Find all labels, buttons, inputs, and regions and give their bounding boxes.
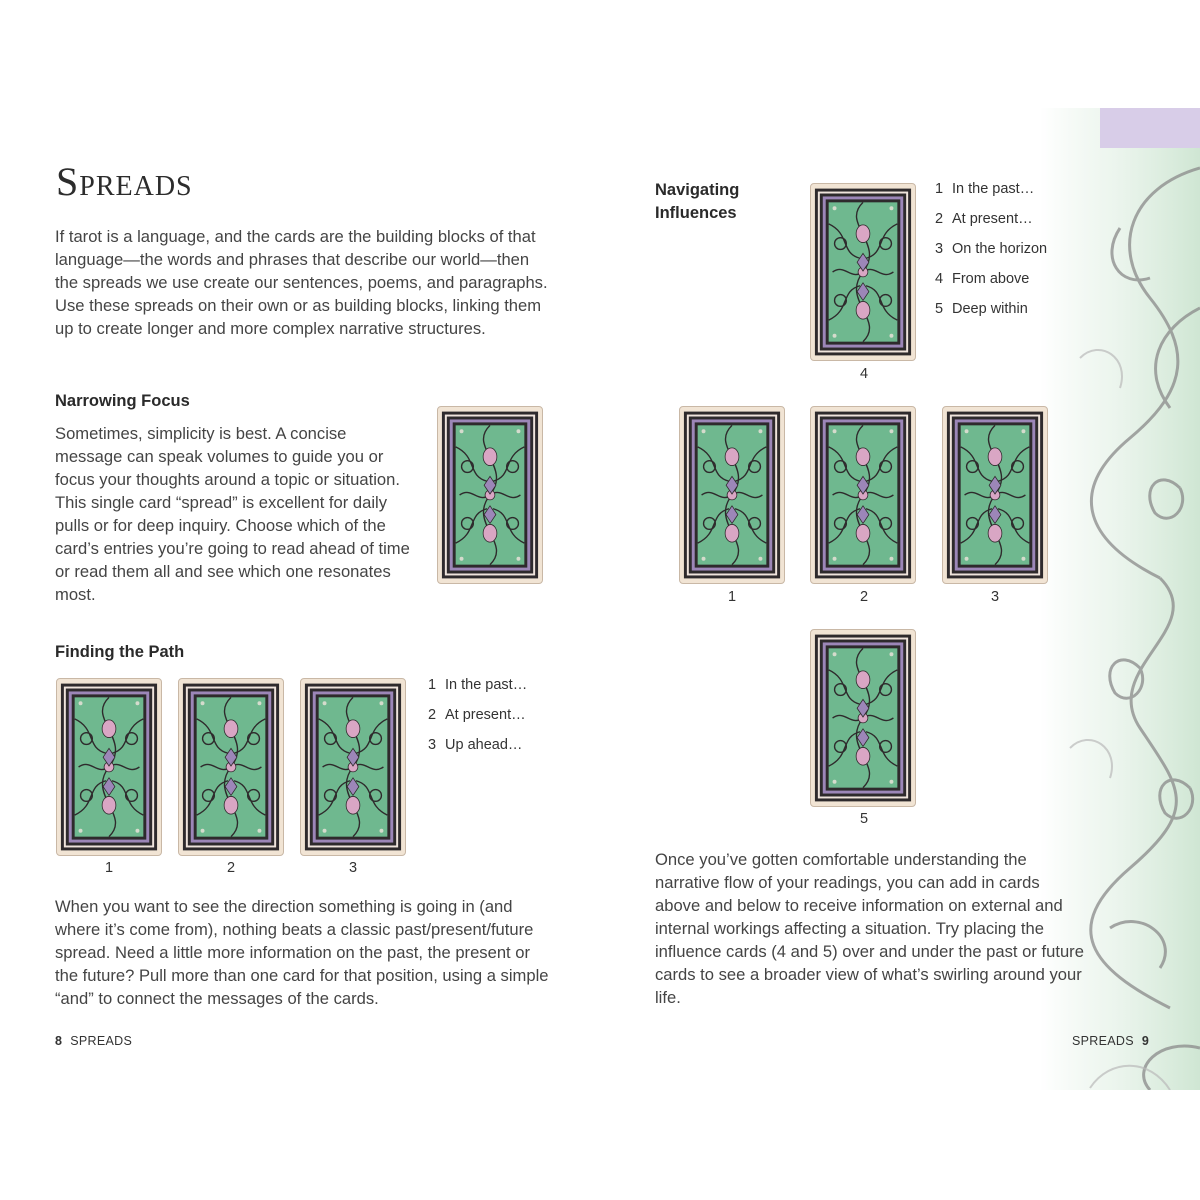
card-number: 2 (859, 589, 869, 605)
tarot-card-influence-3 (942, 406, 1048, 584)
tarot-card-path-1 (56, 678, 162, 856)
card-number: 5 (859, 811, 869, 827)
page-number: 9 (1141, 1034, 1150, 1048)
influences-positions-list (935, 179, 1047, 329)
navigating-influences-heading: Navigating Influences (655, 181, 740, 222)
card-number: 2 (226, 860, 236, 876)
page-title: Spreads (56, 159, 193, 204)
tarot-card-path-3 (300, 678, 406, 856)
list-item: 3 On the horizon (935, 241, 1048, 257)
intro-paragraph: If tarot is a language, and the cards are the building blocks of that language—the words and phrases that describe our world—then the spreads we use create our sentences, poems, and paragraphs. Use these spreads on their own or as building blocks, linking them up to create longer and more complex narrative structures. (55, 227, 548, 338)
narrowing-focus-paragraph: Sometimes, simplicity is best. A concise message can speak volumes to guide you or focus your thoughts around a topic or situation. This single card “spread” is excellent for daily pulls or for deep inquiry. Choose which of the card’s entries you’re going to read ahead of time or read them all and see which one resonates most. (55, 424, 410, 604)
footer-section: SPREADS (70, 1034, 133, 1048)
navigating-influences-paragraph: Once you’ve gotten comfortable understanding the narrative flow of your readings, you can add in cards above and below to receive information on external and internal workings affecting a situation. Try placing the influence cards (4 and 5) over and under the past or future cards to see a broader view of what’s swirling around your life. (655, 850, 1084, 1007)
list-item: 4 From above (935, 271, 1030, 287)
card-number: 3 (348, 860, 358, 876)
path-positions-list (428, 675, 527, 765)
tarot-card-path-2 (178, 678, 284, 856)
list-item: 1 In the past… (935, 181, 1035, 197)
tarot-card-single (437, 406, 543, 584)
narrowing-focus-heading: Narrowing Focus (55, 392, 190, 410)
footer-left (55, 1034, 132, 1048)
page-number: 8 (55, 1034, 63, 1048)
card-number: 4 (859, 366, 869, 382)
footer-section: SPREADS (1072, 1034, 1134, 1048)
tarot-card-influence-5 (810, 629, 916, 807)
card-number: 1 (727, 589, 737, 605)
card-number: 1 (104, 860, 114, 876)
list-item: 5 Deep within (935, 301, 1028, 317)
finding-path-paragraph: When you want to see the direction something is going in (and where it’s come from), nothing beats a classic past/present/future spread. Need a little more information on the past, the present or the future? Pull more than one card for that position, using a simple “and” to connect the messages of the cards. (55, 897, 549, 1008)
tarot-card-influence-2 (810, 406, 916, 584)
footer-right (1072, 1034, 1149, 1048)
list-item: 2 At present… (935, 211, 1033, 227)
list-item: 3 Up ahead… (428, 737, 523, 753)
list-item: 1 In the past… (428, 677, 528, 693)
finding-path-heading: Finding the Path (55, 643, 185, 661)
tarot-card-influence-4 (810, 183, 916, 361)
tarot-card-influence-1 (679, 406, 785, 584)
card-number: 3 (990, 589, 1000, 605)
list-item: 2 At present… (428, 707, 526, 723)
